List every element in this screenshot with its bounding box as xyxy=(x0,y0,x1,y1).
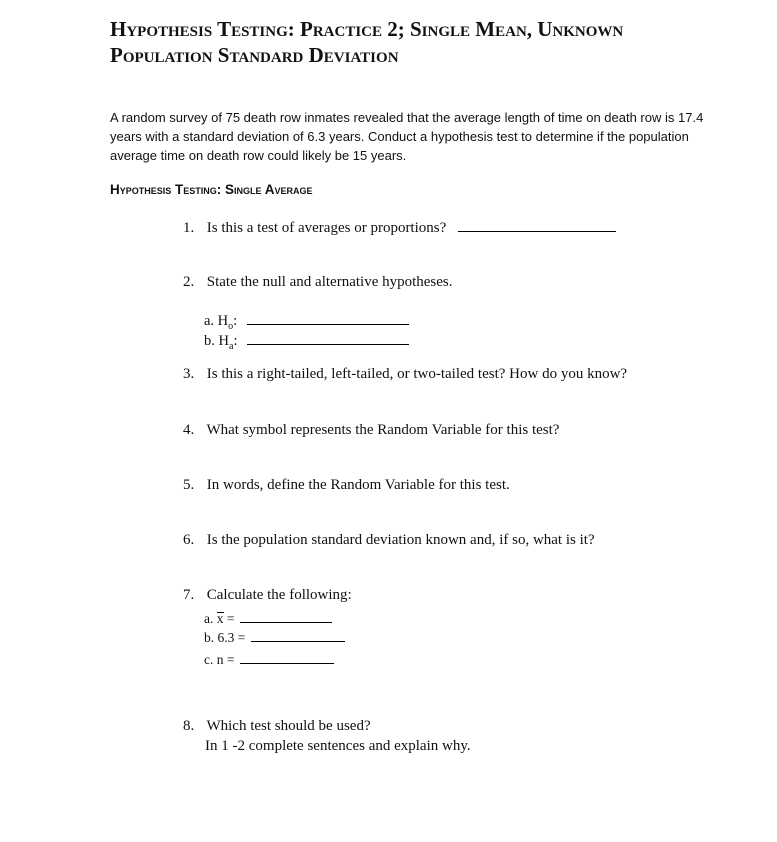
question-4-number: 4. xyxy=(183,422,195,438)
alt-hypothesis-label: b. H xyxy=(204,333,229,349)
sample-mean-prefix: a. xyxy=(204,611,214,626)
null-hypothesis-answer-line[interactable] xyxy=(247,310,409,325)
sample-size-label: c. n = xyxy=(204,652,235,667)
sample-mean-answer-line[interactable] xyxy=(240,608,332,623)
question-7-text: Calculate the following: xyxy=(206,587,352,603)
question-6 xyxy=(183,530,595,550)
page-title xyxy=(110,16,730,68)
title-line-1: Hypothesis Testing: Practice 2; Single Mean, Unknown xyxy=(110,17,624,41)
question-1-number: 1. xyxy=(183,220,195,236)
question-8-text: Which test should be used? xyxy=(206,718,371,734)
title-line-2: Population Standard Deviation xyxy=(110,43,399,67)
question-1 xyxy=(183,217,616,238)
question-7c xyxy=(204,649,334,669)
alt-hypothesis-colon: : xyxy=(233,333,238,349)
question-6-text: Is the population standard deviation known and, if so, what is it? xyxy=(206,532,595,548)
null-hypothesis-colon: : xyxy=(233,313,238,329)
question-2b xyxy=(204,330,409,356)
question-2-text: State the null and alternative hypotheses. xyxy=(206,274,453,290)
question-2 xyxy=(183,272,453,292)
question-6-number: 6. xyxy=(183,532,195,548)
null-hypothesis-label: a. H xyxy=(204,313,229,329)
question-8 xyxy=(183,716,371,736)
question-5-number: 5. xyxy=(183,477,195,493)
question-1-text: Is this a test of averages or proportions? xyxy=(206,220,447,236)
question-5-text: In words, define the Random Variable for this test. xyxy=(206,477,510,493)
question-7b xyxy=(204,627,345,647)
question-7a xyxy=(204,608,332,628)
problem-statement: A random survey of 75 death row inmates revealed that the average length of time on death row is 17.4 years with a standard deviation of 6.3 years. Conduct a hypothesis test to determine if the population average time on death row could likely be 15 years. xyxy=(110,110,704,163)
question-4-text: What symbol represents the Random Variable for this test? xyxy=(206,422,560,438)
question-1-answer-line[interactable] xyxy=(458,217,616,232)
alt-hypothesis-answer-line[interactable] xyxy=(247,330,409,345)
question-3-number: 3. xyxy=(183,366,195,382)
sample-sd-answer-line[interactable] xyxy=(251,627,345,642)
sample-size-answer-line[interactable] xyxy=(240,649,334,664)
question-3-text: Is this a right-tailed, left-tailed, or two-tailed test? How do you know? xyxy=(206,366,628,382)
question-4 xyxy=(183,420,559,440)
alt-hypothesis-subscript: a xyxy=(228,340,234,352)
question-5 xyxy=(183,475,510,495)
question-2-number: 2. xyxy=(183,274,195,290)
question-8-number: 8. xyxy=(183,718,195,734)
section-heading: Hypothesis Testing: Single Average xyxy=(110,182,313,197)
question-3 xyxy=(183,364,627,384)
sample-sd-label: b. 6.3 = xyxy=(204,630,246,645)
question-7 xyxy=(183,585,352,605)
question-7-number: 7. xyxy=(183,587,195,603)
sample-mean-symbol: x xyxy=(216,611,224,626)
sample-mean-equals: = xyxy=(226,611,235,626)
question-8-instruction: In 1 -2 complete sentences and explain why. xyxy=(205,738,471,754)
null-hypothesis-subscript: o xyxy=(228,320,234,332)
